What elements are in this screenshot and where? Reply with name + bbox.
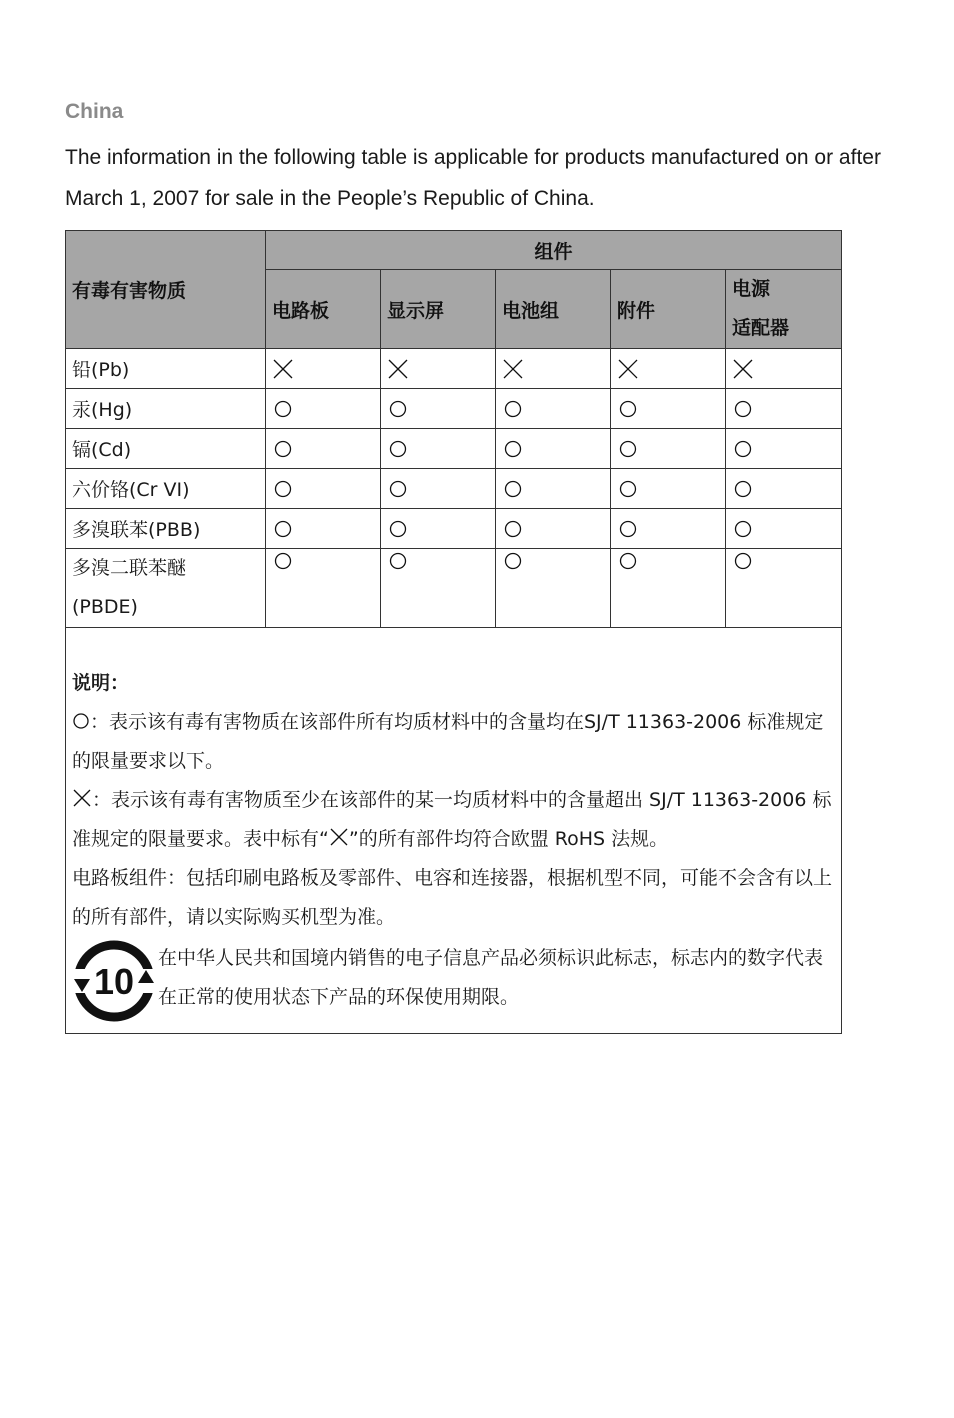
mark-cell — [726, 469, 842, 509]
mark-cell — [266, 549, 381, 628]
pcb-note: 电路板组件：包括印刷电路板及零部件、电容和连接器，根据机型不同，可能不会含有以上的所有部件，请以实际购买机型为准。 — [72, 867, 833, 928]
substance-cell — [66, 549, 266, 628]
x-note-text-part2: ”的所有部件均符合欧盟 RoHS 法规。 — [348, 828, 669, 850]
mark-cell — [611, 549, 726, 628]
mark-cell — [496, 469, 611, 509]
circle-mark-icon — [502, 438, 524, 460]
table-body — [66, 349, 842, 1034]
cross-mark-icon — [502, 358, 524, 380]
mark-cell — [381, 349, 496, 389]
substance-cell: 六价铬(Cr VI) — [66, 469, 266, 509]
mark-cell — [611, 429, 726, 469]
substance-cell: 多溴联苯(PBB) — [66, 509, 266, 549]
mark-cell — [266, 349, 381, 389]
notes-title: 说明： — [72, 672, 130, 694]
circle-mark-icon — [502, 518, 524, 540]
mark-cell — [726, 509, 842, 549]
table-row — [66, 509, 842, 549]
mark-cell — [496, 509, 611, 549]
power-adapter-line2: 适配器 — [732, 317, 790, 339]
mark-cell — [266, 389, 381, 429]
circle-mark-icon — [387, 550, 409, 572]
eco-label-text: 在中华人民共和国境内销售的电子信息产品必须标识此标志，标志内的数字代表在正常的使用状态下产品的环保使用期限。 — [158, 947, 824, 1008]
circle-mark-icon — [732, 398, 754, 420]
table-row — [66, 549, 842, 628]
cross-mark-icon — [72, 788, 92, 808]
eco-label-row — [72, 939, 835, 1023]
circle-mark-icon — [272, 438, 294, 460]
mark-cell — [611, 469, 726, 509]
circle-mark-icon — [732, 518, 754, 540]
cross-mark-icon — [329, 827, 349, 847]
mark-cell — [496, 549, 611, 628]
substance-cell: 铅(Pb) — [66, 349, 266, 389]
substance-cell: 镉(Cd) — [66, 429, 266, 469]
x-note-text-part1: ：表示该有毒有害物质至少在该部件的某一均质材料中的含量超出 SJ/T 11363-2006 标准规定的限量要求。表中标有“ — [72, 789, 832, 850]
cross-mark-icon — [272, 358, 294, 380]
mark-cell — [266, 469, 381, 509]
circle-mark-icon — [387, 398, 409, 420]
intro-paragraph: The information in the following table is applicable for products manufactured on or after March 1, 2007 for sale in the People’s Republic of China. — [65, 146, 881, 210]
circle-mark-icon — [387, 438, 409, 460]
section-title: China — [65, 100, 124, 123]
column-header-pcb: 电路板 — [266, 270, 381, 349]
cross-mark-icon — [617, 358, 639, 380]
table-row — [66, 469, 842, 509]
notes-cell — [66, 628, 842, 1034]
circle-mark-icon — [272, 518, 294, 540]
circle-mark-icon — [502, 550, 524, 572]
substance-header: 有毒有害物质 — [66, 231, 266, 349]
mark-cell — [381, 389, 496, 429]
column-header-accessories: 附件 — [611, 270, 726, 349]
circle-mark-icon — [617, 518, 639, 540]
mark-cell — [726, 429, 842, 469]
circle-mark-icon — [617, 478, 639, 500]
substance-line2: (PBDE) — [72, 596, 138, 618]
mark-cell — [266, 509, 381, 549]
mark-cell — [611, 349, 726, 389]
table-row — [66, 389, 842, 429]
mark-cell — [726, 389, 842, 429]
mark-cell — [381, 469, 496, 509]
substance-line1: 多溴二联苯醚 — [72, 557, 187, 579]
circle-mark-icon — [272, 398, 294, 420]
circle-mark-icon — [502, 478, 524, 500]
mark-cell — [381, 429, 496, 469]
circle-mark-icon — [387, 518, 409, 540]
circle-mark-icon — [272, 550, 294, 572]
circle-mark-icon — [732, 438, 754, 460]
cross-mark-icon — [732, 358, 754, 380]
mark-cell — [611, 509, 726, 549]
components-header: 组件 — [266, 231, 842, 270]
circle-mark-icon — [502, 398, 524, 420]
environmental-protection-period-logo — [72, 939, 156, 1023]
o-note-text: ：表示该有毒有害物质在该部件所有均质材料中的含量均在SJ/T 11363-2006 标准规定的限量要求以下。 — [72, 711, 824, 772]
mark-cell — [496, 389, 611, 429]
mark-cell — [726, 549, 842, 628]
eco-logo-number: 10 — [93, 961, 135, 1002]
circle-mark-icon — [617, 398, 639, 420]
circle-mark-icon — [732, 478, 754, 500]
mark-cell — [381, 509, 496, 549]
cross-mark-icon — [387, 358, 409, 380]
power-adapter-line1: 电源 — [732, 278, 771, 300]
mark-cell — [496, 429, 611, 469]
o-symbol-note — [72, 703, 835, 781]
column-header-power-adapter — [726, 270, 842, 349]
table-row — [66, 429, 842, 469]
x-symbol-note — [72, 781, 835, 859]
column-header-battery: 电池组 — [496, 270, 611, 349]
substance-cell: 汞(Hg) — [66, 389, 266, 429]
circle-mark-icon — [72, 712, 90, 730]
circle-mark-icon — [272, 478, 294, 500]
circle-mark-icon — [617, 550, 639, 572]
circle-mark-icon — [387, 478, 409, 500]
circle-mark-icon — [732, 550, 754, 572]
circle-mark-icon — [617, 438, 639, 460]
mark-cell — [726, 349, 842, 389]
mark-cell — [266, 429, 381, 469]
mark-cell — [611, 389, 726, 429]
mark-cell — [381, 549, 496, 628]
table-row — [66, 349, 842, 389]
column-header-display: 显示屏 — [381, 270, 496, 349]
hazardous-substances-table — [65, 230, 842, 1034]
mark-cell — [496, 349, 611, 389]
